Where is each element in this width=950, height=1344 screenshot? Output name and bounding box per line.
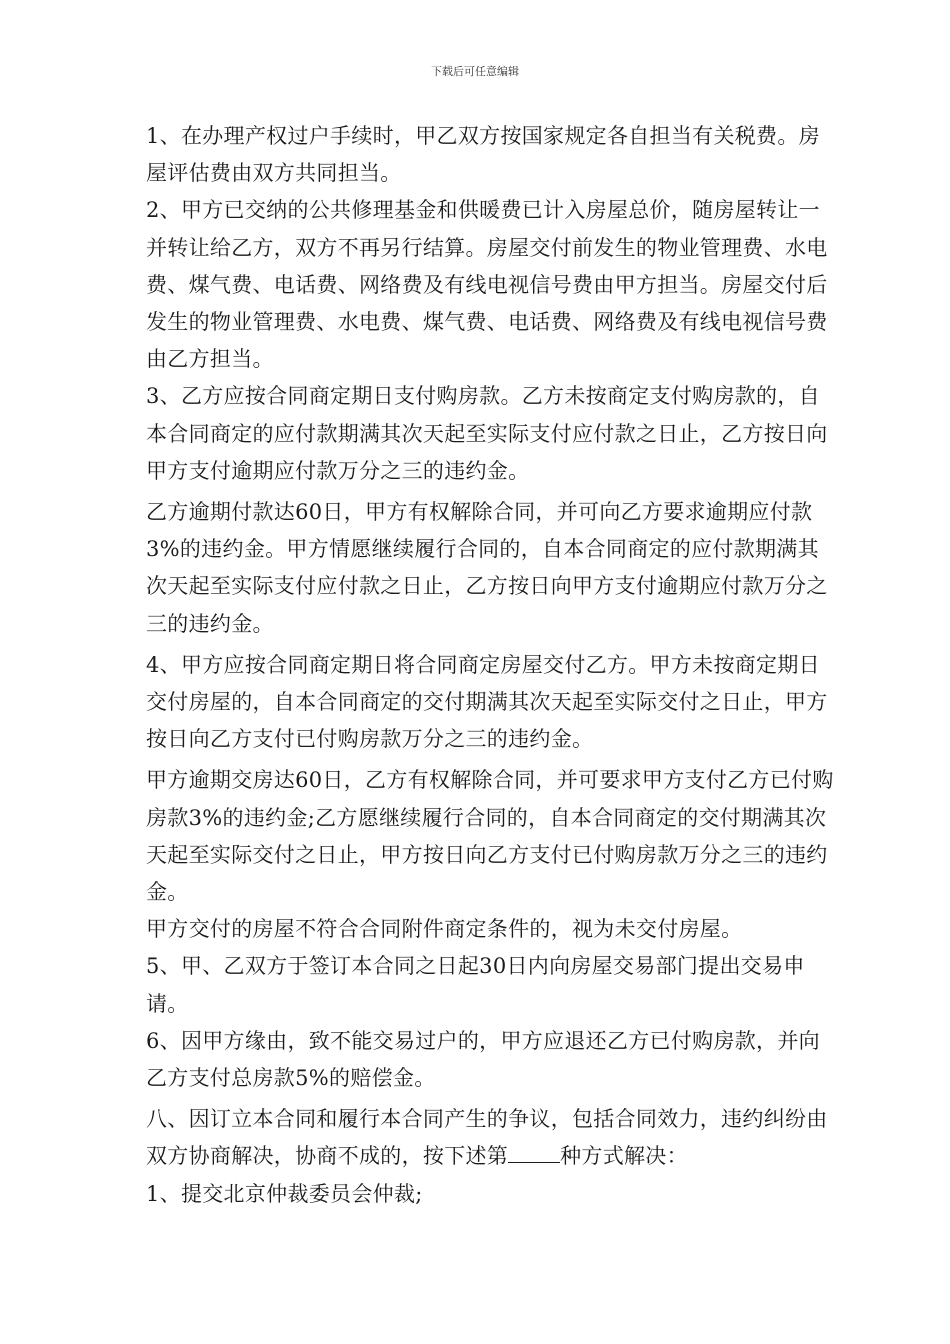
clause-3-overdue-payment: 乙方逾期付款达60日，甲方有权解除合同，并可向乙方要求逾期应付款3%的违约金。甲方情愿继续履行合同的，自本合同商定的应付款期满其次天起至实际支付应付款之日止，乙方按日向甲方支付逾期应付款万分之三的违约金。 — [146, 500, 828, 636]
clause-4-overdue-delivery: 甲方逾期交房达60日，乙方有权解除合同，并可要求甲方支付乙方已付购房款3%的违约金;乙方愿继续履行合同的，自本合同商定的交付期满其次天起至实际交付之日止，甲方按日向乙方支付已付购房款万分之三的违约金。 — [146, 768, 834, 905]
section-8-option-1: 1、提交北京仲裁委员会仲裁; — [146, 1181, 423, 1206]
section-8-text-after: 种方式解决： — [560, 1144, 688, 1169]
clause-2: 2、甲方已交纳的公共修理基金和供暖费已计入房屋总价，随房屋转让一并转让给乙方，双方不再另行结算。房屋交付前发生的物业管理费、水电费、煤气费、电话费、网络费及有线电视信号费由甲方担当。房屋交付后发生的物业管理费、水电费、煤气费、电话费、网络费及有线电视信号费由乙方担当。 — [146, 198, 828, 372]
section-8-text-before: 八、因订立本合同和履行本合同产生的争议，包括合同效力，违约纠纷由双方协商解决，协商不成的，按下述第 — [146, 1107, 828, 1169]
clause-3: 3、乙方应按合同商定期日支付购房款。乙方未按商定支付购房款的，自本合同商定的应付款期满其次天起至实际支付应付款之日止，乙方按日向甲方支付逾期应付款万分之三的违约金。 — [146, 384, 828, 483]
clause-1: 1、在办理产权过户手续时，甲乙双方按国家规定各自担当有关税费。房屋评估费由双方共同担当。 — [146, 124, 820, 186]
option-blank — [508, 1142, 560, 1163]
clause-4-nonconforming: 甲方交付的房屋不符合合同附件商定条件的，视为未交付房屋。 — [146, 917, 743, 942]
document-body — [146, 118, 836, 1213]
clause-6: 6、因甲方缘由，致不能交易过户的，甲方应退还乙方已付购房款，并向乙方支付总房款5%的赔偿金。 — [146, 1028, 820, 1091]
clause-4: 4、甲方应按合同商定期日将合同商定房屋交付乙方。甲方未按商定期日交付房屋的，自本合同商定的交付期满其次天起至实际交付之日止，甲方按日向乙方支付已付购房款万分之三的违约金。 — [146, 652, 828, 752]
section-8-dispute — [146, 1101, 836, 1175]
page-header-note: 下载后可任意编辑 — [431, 65, 519, 78]
clause-5: 5、甲、乙双方于签订本合同之日起30日内向房屋交易部门提出交易申请。 — [146, 954, 805, 1016]
